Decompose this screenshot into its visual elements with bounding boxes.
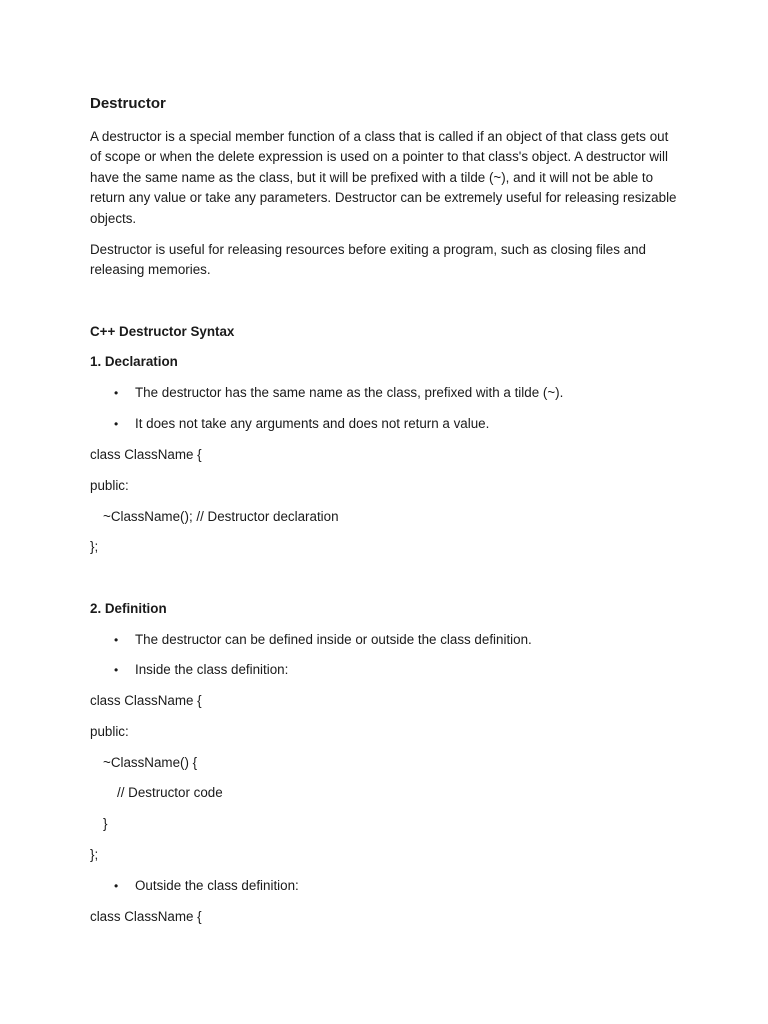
bullet-icon: • <box>114 386 119 400</box>
code-line: ~ClassName() { <box>103 755 198 770</box>
code-line: public: <box>90 724 129 739</box>
code-line: class ClassName { <box>90 909 202 924</box>
bullet-icon: • <box>114 633 119 647</box>
bullet-icon: • <box>114 417 119 431</box>
page-title: Destructor <box>90 95 166 112</box>
list-item <box>114 630 532 650</box>
list-item <box>114 876 299 896</box>
list-item-text: The destructor has the same name as the class, prefixed with a tilde (~). <box>135 385 564 400</box>
code-line: class ClassName { <box>90 447 202 462</box>
list-item <box>114 414 489 434</box>
list-item <box>114 383 563 403</box>
declaration-heading: 1. Declaration <box>90 354 178 369</box>
second-paragraph: Destructor is useful for releasing resources before exiting a program, such as closing files and releasing memories. <box>90 242 646 278</box>
code-line: public: <box>90 478 129 493</box>
definition-heading: 2. Definition <box>90 601 167 616</box>
syntax-heading: C++ Destructor Syntax <box>90 324 235 339</box>
code-line: ~ClassName(); // Destructor declaration <box>103 509 339 524</box>
list-item-text: It does not take any arguments and does not return a value. <box>135 416 490 431</box>
list-item-text: Outside the class definition: <box>135 878 299 893</box>
code-line: // Destructor code <box>117 785 223 800</box>
list-item <box>114 660 288 680</box>
bullet-icon: • <box>114 879 119 893</box>
list-item-text: The destructor can be defined inside or outside the class definition. <box>135 632 532 647</box>
list-item-text: Inside the class definition: <box>135 662 289 677</box>
code-line: } <box>103 816 108 831</box>
code-line: class ClassName { <box>90 693 202 708</box>
code-line: }; <box>90 847 99 862</box>
code-line: }; <box>90 539 99 554</box>
bullet-icon: • <box>114 663 119 677</box>
intro-paragraph: A destructor is a special member function of a class that is called if an object of that class gets out of scope or when the delete expression is used on a pointer to that class's object. A destructor will have the same name as the class, but it will be prefixed with a tilde (~), and it will not be able to return any value or take any parameters. Destructor can be extremely useful for releasing resizable objects. <box>90 129 677 226</box>
